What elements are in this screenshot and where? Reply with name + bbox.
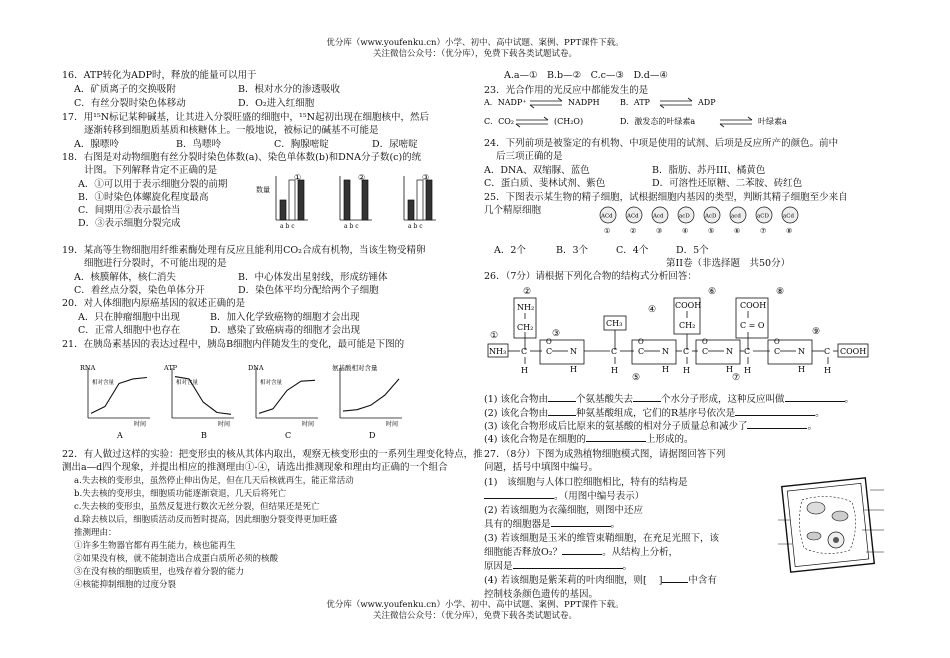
sperm-cell-genotype: AcD [705, 213, 717, 220]
blank-1[interactable] [548, 392, 576, 402]
ca-1: C [521, 347, 528, 356]
nh-4: H [798, 365, 805, 374]
q26-sub4 [484, 431, 694, 445]
q17-option-a: A．腺嘌呤 [74, 139, 119, 150]
q23-c-left: C．CO₂ [484, 117, 515, 126]
ca-2: C [611, 347, 618, 356]
blank-8[interactable] [484, 489, 554, 499]
blank-6[interactable] [747, 419, 807, 429]
q23-a-left: A．NADP⁺ [484, 98, 527, 107]
q17-stem-2: 逐渐转移到细胞质基质和核糖体上。一般地说，被标记的碱基不可能是 [84, 125, 379, 136]
q26-sub1-a: (1) 该化合物由 [484, 394, 548, 405]
q18-bar [280, 200, 286, 220]
q17-option-b: B．鸟嘌呤 [176, 139, 221, 150]
q18-stem-1: 18．右图是对动物细胞有丝分裂时染色体数(a)、染色单体数(b)和DNA分子数(c)的统 [62, 152, 422, 163]
q21-series-line [343, 379, 399, 411]
q18-panel-label: ① [294, 173, 302, 182]
q22-phenomenon-c: c.失去核的变形虫，虽然反复进行数次无丝分裂，但结果还是死亡 [74, 502, 320, 512]
page-header-line1: 优分库（www.youfenku.cn）小学、初中、高中试题、案例、PPT课件下载。 [326, 38, 624, 48]
sperm-cell-number: ⑧ [786, 227, 793, 235]
q27-sub2-tail: 具有的细胞器是 [484, 519, 551, 530]
label-5: ⑤ [632, 373, 641, 383]
reversible-arrow-icon [516, 117, 548, 127]
q18-bar [362, 180, 368, 220]
q21-ylabel-sub: 相对含量 [260, 380, 283, 386]
label-6: ⑥ [708, 287, 717, 297]
blank-2[interactable] [633, 392, 661, 402]
nh-3: H [726, 365, 733, 374]
q16-option-b: B．根对水分的渗透吸收 [238, 84, 340, 95]
sperm-cell-genotype: acD [679, 213, 690, 220]
r-ch2-a: CH₂ [517, 323, 534, 332]
q18-bar-chart [256, 172, 444, 230]
q18-option-a: A．①可以用于表示细胞分裂的前期 [78, 179, 228, 190]
blank-5[interactable] [735, 406, 815, 416]
q23-d-right: 叶绿素a [758, 117, 787, 126]
q16-option-a: A．矿质离子的交换吸附 [74, 84, 176, 95]
c-2: C [638, 347, 645, 356]
label-2: ② [523, 287, 532, 297]
q25-option-c: C．4个 [616, 245, 649, 256]
sperm-cell-number: ⑥ [734, 227, 741, 235]
q19-option-b: B．中心体发出星射线，形成纺锤体 [238, 272, 388, 283]
q16-option-c: C．有丝分裂时染色体移动 [74, 98, 186, 109]
q23-c-right: (CH₂O) [554, 117, 584, 126]
q27-sub3-b-text: 细胞能否释放O₂？ [484, 547, 563, 558]
sperm-cell-number: ⑤ [708, 227, 715, 235]
q22-reason-1: ①许多生物器官都有再生能力，核也能再生 [74, 541, 236, 551]
q18-bar [344, 180, 350, 220]
q20-stem: 20．对人体细胞内原癌基因的叙述正确的是 [62, 298, 246, 309]
q17-option-d: D．尿嘧啶 [372, 139, 418, 150]
o-1: O [546, 338, 552, 346]
q27-sub3-d-text: 原因是 [484, 561, 513, 572]
r-cooh-8: COOH [740, 301, 767, 310]
q26-sub2-b: 种氨基酸组成，它们的R基序号依次是 [575, 408, 736, 419]
sperm-cell-number: ⑦ [760, 227, 767, 235]
o-3: O [702, 338, 708, 346]
q17-option-c: C．胸腺嘧啶 [274, 139, 329, 150]
q21-ylabel-sub: 相对含量 [92, 380, 115, 386]
q18-panel-label: ② [358, 173, 366, 182]
sperm-cell-genotype: aCd [783, 213, 795, 220]
q18-x-ticks: a b c [408, 223, 423, 230]
q20-option-d: D．感染了致癌病毒的细胞才会出现 [210, 325, 361, 336]
q26-sub4-b: 上形成的。 [645, 434, 694, 445]
h-5: H [824, 366, 831, 375]
q26-sub2-a: (2) 该化合物由 [484, 408, 548, 419]
nh-1: H [570, 365, 577, 374]
nh-2: H [662, 365, 669, 374]
q21-panel-label: B [201, 431, 207, 440]
q26-sub1: (1) 该化合物由 个氨基酸失去 个水分子形成，这种反应叫做 。 [484, 394, 855, 405]
reversible-arrow-icon [530, 98, 562, 108]
q21-ylabel: RNA [80, 364, 96, 372]
q25-stem-1: 25．下图表示某生物的精子细胞，试根据细胞内基因的类型，判断其精子细胞至少来自 [484, 192, 848, 203]
q27-sub3: (3) 若该细胞是玉米的维管束鞘细胞，在充足光照下，该 [484, 533, 719, 544]
q22-answer-options: A.a—① B.b—② C.c—③ D.d—④ [504, 70, 668, 81]
ca-5: C [824, 347, 831, 356]
q18-x-ticks: a b c [280, 223, 295, 230]
q20-option-c: C．正常人细胞中也存在 [78, 325, 181, 336]
q21-panel-label: D [369, 431, 376, 440]
q18-panel-label: ③ [422, 173, 430, 182]
n-2: N [662, 347, 669, 356]
n-terminus: NH₃ [489, 347, 507, 356]
q19-stem-1: 19．某高等生物细胞用纤维素酶处理有反应且能利用CO₂合成有机物，当该生物受精卵 [62, 245, 426, 256]
q27-sub4: (4) 若该细胞是紫茉莉的叶肉细胞，则[ ] 中含有 [484, 575, 717, 586]
blank-7[interactable] [586, 432, 646, 442]
blank-4[interactable] [548, 406, 576, 416]
q26-sub1-b: 个氨基酸失去 [575, 394, 633, 405]
q23-d-left: D．激发态的叶绿素a [620, 117, 696, 126]
o-4: O [774, 338, 780, 346]
q18-ylabel: 数量 [256, 186, 270, 194]
reversible-arrow-icon [720, 117, 752, 127]
page-footer-line1: 优分库（www.youfenku.cn）小学、初中、高中试题、案例、PPT课件下载。 [326, 600, 624, 610]
q18-option-c: C．间期用②表示最恰当 [78, 205, 181, 216]
q22-phenomenon-a: a.失去核的变形虫，虽然停止伸出伪足，但在几天后核就再生，能正常活动 [74, 476, 354, 486]
q27-sub3-b [484, 544, 678, 558]
sperm-cell-number: ② [630, 227, 637, 235]
q21-xlabel: 时间 [218, 421, 231, 428]
sperm-cell-number: ③ [656, 227, 663, 235]
blank-10[interactable] [562, 545, 602, 555]
q26-sub1-c: 个水分子形成，这种反应叫做 [661, 394, 785, 405]
q21-ylabel: ATP [164, 364, 178, 372]
plant-cell-diagram [776, 470, 888, 580]
q23-b-right: ADP [698, 98, 716, 107]
q26-stem: 26．（7分）请根据下列化合物的结构式分析回答： [484, 271, 697, 282]
sperm-cell-number: ① [604, 227, 611, 235]
ca-3: C [683, 347, 690, 356]
q18-bar [417, 180, 423, 220]
page-header-line2: 关注微信公众号：（优分库），免费下载各类试题试卷。 [372, 49, 577, 59]
q21-ylabel-sub: 相对含量 [176, 380, 199, 386]
r-ch2-b: CH₂ [679, 321, 696, 330]
label-7: ⑦ [732, 373, 741, 383]
q19-option-d: D．染色体平均分配给两个子细胞 [238, 285, 379, 296]
q24-stem-1: 24．下列前项是被鉴定的有机物、中项是使用的试剂、后项是反应所产的颜色。前中 [484, 138, 839, 149]
q27-sub4-c: 控制枝条颜色遗传的基因。 [484, 589, 599, 600]
page-footer-line2: 关注微信公众号：（优分库），免费下载各类试题试卷。 [372, 611, 577, 621]
q22-phenomenon-d: d.除去核以后，细胞质活动反而暂时提高，因此细胞分裂变得更加旺盛 [74, 515, 338, 525]
q26-structural-formula [486, 280, 874, 388]
q27-stem-2: 问题，括号中填图中编号。 [484, 462, 599, 473]
sperm-cell-genotype: ACd [627, 213, 639, 220]
label-8: ⑧ [776, 287, 785, 297]
q27-stem-1: 27．（8分）下图为成熟植物细胞模式图，请据图回答下列 [484, 449, 726, 460]
q22-reason-2: ②如果没有核，就不能制造出合成蛋白质所必须的核酸 [74, 554, 279, 564]
q27-sub3-c-text: 。从结构上分析， [602, 547, 679, 558]
q27-sub1-b [484, 488, 644, 502]
q22-reason-4: ④核能抑制细胞的过度分裂 [74, 580, 177, 590]
n-4: N [798, 347, 805, 356]
q20-option-a: A．只在肿瘤细胞中出现 [78, 312, 180, 323]
q27-sub1: (1) 该细胞与人体口腔细胞相比，特有的结构是 [484, 477, 688, 488]
q23-options [484, 94, 884, 130]
q18-option-b: B．①时染色体螺旋化程度最高 [78, 192, 209, 203]
q27-sub3-c: 原因是 。 [484, 561, 633, 572]
q26-sub4-a: (4) 该化合物是在细胞的 [484, 434, 586, 445]
c-4: C [774, 347, 781, 356]
q27-sub2-b: 具有的细胞器是 。 [484, 519, 621, 530]
q22-reason-title: 推测理由： [74, 528, 117, 538]
blank-11[interactable] [513, 559, 623, 569]
q25-option-d: D．5个 [676, 245, 709, 256]
q26-sub2: (2) 该化合物由 种氨基酸组成，它们的R基序号依次是 。 [484, 408, 825, 419]
ca-4: C [744, 347, 751, 356]
q21-xlabel: 时间 [386, 421, 399, 428]
q23-a-right: NADPH [568, 98, 600, 107]
q21-line-graphs [78, 360, 418, 444]
q27-sub4-a: (4) 若该细胞是紫茉莉的叶肉细胞，则 [484, 575, 643, 586]
sperm-cell-genotype: acd [731, 213, 741, 220]
q24-stem-2: 后三项正确的是 [496, 151, 563, 162]
q22-phenomenon-b: b.失去核的变形虫，细胞质功能逐渐衰退，几天后将死亡 [74, 489, 287, 499]
sperm-cell-number: ④ [682, 227, 689, 235]
q18-bar [298, 180, 304, 220]
r-cooh-6: COOH [675, 301, 702, 310]
h-1: H [521, 366, 528, 375]
q19-stem-2: 细胞进行分裂时，不可能出现的是 [84, 258, 227, 269]
sperm-cell-genotype: ACd [601, 213, 613, 220]
label-4: ④ [648, 305, 657, 315]
q16-option-d: D．O₂进入红细胞 [238, 98, 315, 109]
q24-option-d: D．可溶性还原糖、二苯胺、砖红色 [652, 178, 803, 189]
q18-bar [408, 200, 414, 220]
blank-3[interactable] [785, 392, 845, 402]
n-1: N [570, 347, 577, 356]
n-3: N [726, 347, 733, 356]
q21-xlabel: 时间 [302, 421, 315, 428]
h-4: H [744, 366, 751, 375]
q21-xlabel: 时间 [134, 421, 147, 428]
q27-sub1-tail: 。（用图中编号表示） [554, 491, 645, 502]
q18-x-ticks: a b c [344, 223, 359, 230]
sperm-cell-genotype: aCD [757, 213, 769, 220]
blank-12[interactable] [662, 573, 688, 583]
q21-panel-label: C [285, 431, 292, 440]
q21-stem: 21．在胰岛素基因的表达过程中，胰岛B细胞内伴随发生的变化，最可能是下图的 [62, 339, 405, 350]
r-ch3: CH₃ [606, 319, 623, 328]
q21-ylabel: 氨基酸相对含量 [332, 364, 378, 372]
blank-9[interactable] [551, 517, 611, 527]
q24-option-a: A．DNA、双缩脲、蓝色 [484, 165, 590, 176]
r-c-eq-o: C = O [740, 321, 765, 330]
sperm-cell-genotype: Acd [653, 213, 664, 220]
q18-bar [426, 180, 432, 220]
q18-stem-2: 计图。下列解释肯定不正确的是 [84, 165, 218, 176]
q18-option-d: D．③表示细胞分裂完成 [78, 218, 181, 229]
q26-sub3: (3) 该化合物形成后比原来的氨基酸的相对分子质量总和减少了 。 [484, 421, 817, 432]
q16-stem: 16．ATP转化为ADP时，释放的能量可以用于 [62, 70, 257, 81]
q21-ylabel: DNA [248, 364, 264, 372]
c-1: C [546, 347, 553, 356]
h-3: H [683, 366, 690, 375]
label-3: ③ [552, 329, 561, 339]
label-1: ① [490, 331, 499, 341]
o-2: O [638, 338, 644, 346]
c-3: C [702, 347, 709, 356]
q19-option-c: C．着丝点分裂，染色单体分开 [74, 285, 205, 296]
q23-b-left: B．ATP [620, 98, 650, 107]
q26-sub3-a: (3) 该化合物形成后比原来的氨基酸的相对分子质量总和减少了 [484, 421, 748, 432]
q20-option-b: B．加入化学致癌物的细胞才会出现 [210, 312, 360, 323]
section-title: 第II卷（非选择题 共50分） [666, 258, 791, 269]
r-nh2: NH₂ [517, 303, 535, 312]
q27-sub2: (2) 若该细胞为衣藻细胞，则图中还应 [484, 505, 643, 516]
reversible-arrow-icon [660, 98, 692, 108]
c-terminus: COOH [840, 347, 867, 356]
q22-reason-3: ③在没有核的细胞质里，也残存着分裂的能力 [74, 567, 245, 577]
q23-stem: 23．光合作用的光反应中都能发生的是 [484, 85, 649, 96]
q25-stem-2: 几个精原细胞 [484, 205, 542, 216]
q24-option-b: B．脂肪、苏丹III、橘黄色 [652, 165, 766, 176]
q25-option-b: B．3个 [556, 245, 589, 256]
q21-panel-label: A [117, 431, 123, 440]
q17-stem-1: 17．用¹⁵N标记某种碱基，让其进入分裂旺盛的细胞中，¹⁵N起初出现在细胞核中，然后 [62, 112, 429, 123]
q27-sub4-b: 中含有 [688, 575, 717, 586]
q25-sperm-cells [598, 205, 808, 237]
q19-option-a: A．核膜解体，核仁消失 [74, 272, 176, 283]
q18-bar [289, 180, 295, 220]
q24-option-c: C．蛋白质、斐林试剂、紫色 [484, 178, 606, 189]
q22-stem-2: 测出a—d四个现象，并提出相应的推测理由①-④，请选出推测现象和理由均正确的一个组合 [62, 462, 448, 473]
h-2: H [611, 366, 618, 375]
q25-option-a: A．2个 [494, 245, 526, 256]
q22-stem-1: 22．有人做过这样的实验：把变形虫的核从其体内取出，观察无核变形虫的一系列生理变化特点，推 [62, 449, 483, 460]
label-9: ⑨ [812, 327, 821, 337]
